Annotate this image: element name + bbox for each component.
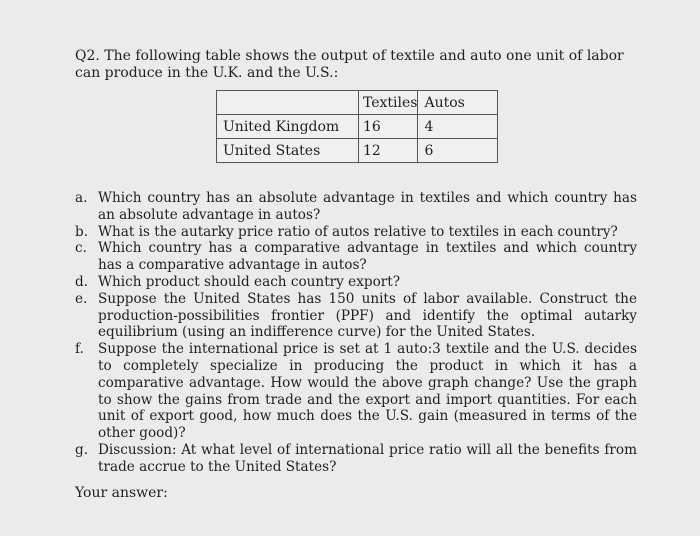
question-list <box>75 190 637 476</box>
table-header-cell: Autos <box>418 91 498 115</box>
list-item <box>75 224 637 241</box>
list-item <box>75 274 637 291</box>
question-text: Q2. The following table shows the output of textile and auto one unit of labor can produce in the U.K. and the U.S.: <box>75 48 624 81</box>
list-item <box>75 190 637 224</box>
table-cell-autos: 4 <box>418 115 498 139</box>
list-item-marker: b. <box>75 223 89 240</box>
list-item-marker: c. <box>75 240 87 257</box>
list-item-text: What is the autarky price ratio of autos relative to textiles in each country? <box>98 223 618 240</box>
list-item-text: Which product should each country export? <box>98 273 400 290</box>
output-table <box>216 90 498 163</box>
list-item-marker: f. <box>75 341 84 358</box>
list-item <box>75 240 637 274</box>
list-item-marker: g. <box>75 441 89 458</box>
list-item <box>75 442 637 476</box>
table-row <box>217 115 498 139</box>
list-item <box>75 341 637 442</box>
list-item-marker: a. <box>75 190 88 206</box>
answer-label: Your answer: <box>75 485 168 501</box>
table-cell-country: United States <box>217 139 359 163</box>
list-item-marker: d. <box>75 273 89 290</box>
list-item-text: Suppose the international price is set at 1 auto:3 textile and the U.S. decides to completely specialize in producing the product in which it has a comparative advantage. How would the above graph change? Use the graph to show the gains from trade and the export and import quantities. For each unit of export good, how much does the U.S. gain (measured in terms of the other good)? <box>98 341 637 442</box>
list-item <box>75 291 637 341</box>
table-cell-country: United Kingdom <box>217 115 359 139</box>
table-cell-textiles: 12 <box>359 139 418 163</box>
list-item-text: Which country has a comparative advantage in textiles and which country has a comparative advantage in autos? <box>98 240 637 274</box>
list-item-marker: e. <box>75 290 88 307</box>
table-header-row <box>217 91 498 115</box>
table-header-cell: Textiles <box>359 91 418 115</box>
table-row <box>217 139 498 163</box>
table-header-cell <box>217 91 359 115</box>
list-item-text: Which country has an absolute advantage in textiles and which country has an absolute advantage in autos? <box>98 190 637 223</box>
table-cell-textiles: 16 <box>359 115 418 139</box>
table-cell-autos: 6 <box>418 139 498 163</box>
list-item-text: Suppose the United States has 150 units of labor available. Construct the production-possibilities frontier (PPF) and identify the optimal autarky equilibrium (using an indifference curve) for the United States. <box>98 290 637 341</box>
list-item-text: Discussion: At what level of international price ratio will all the benefits from trade accrue to the United States? <box>98 441 637 475</box>
